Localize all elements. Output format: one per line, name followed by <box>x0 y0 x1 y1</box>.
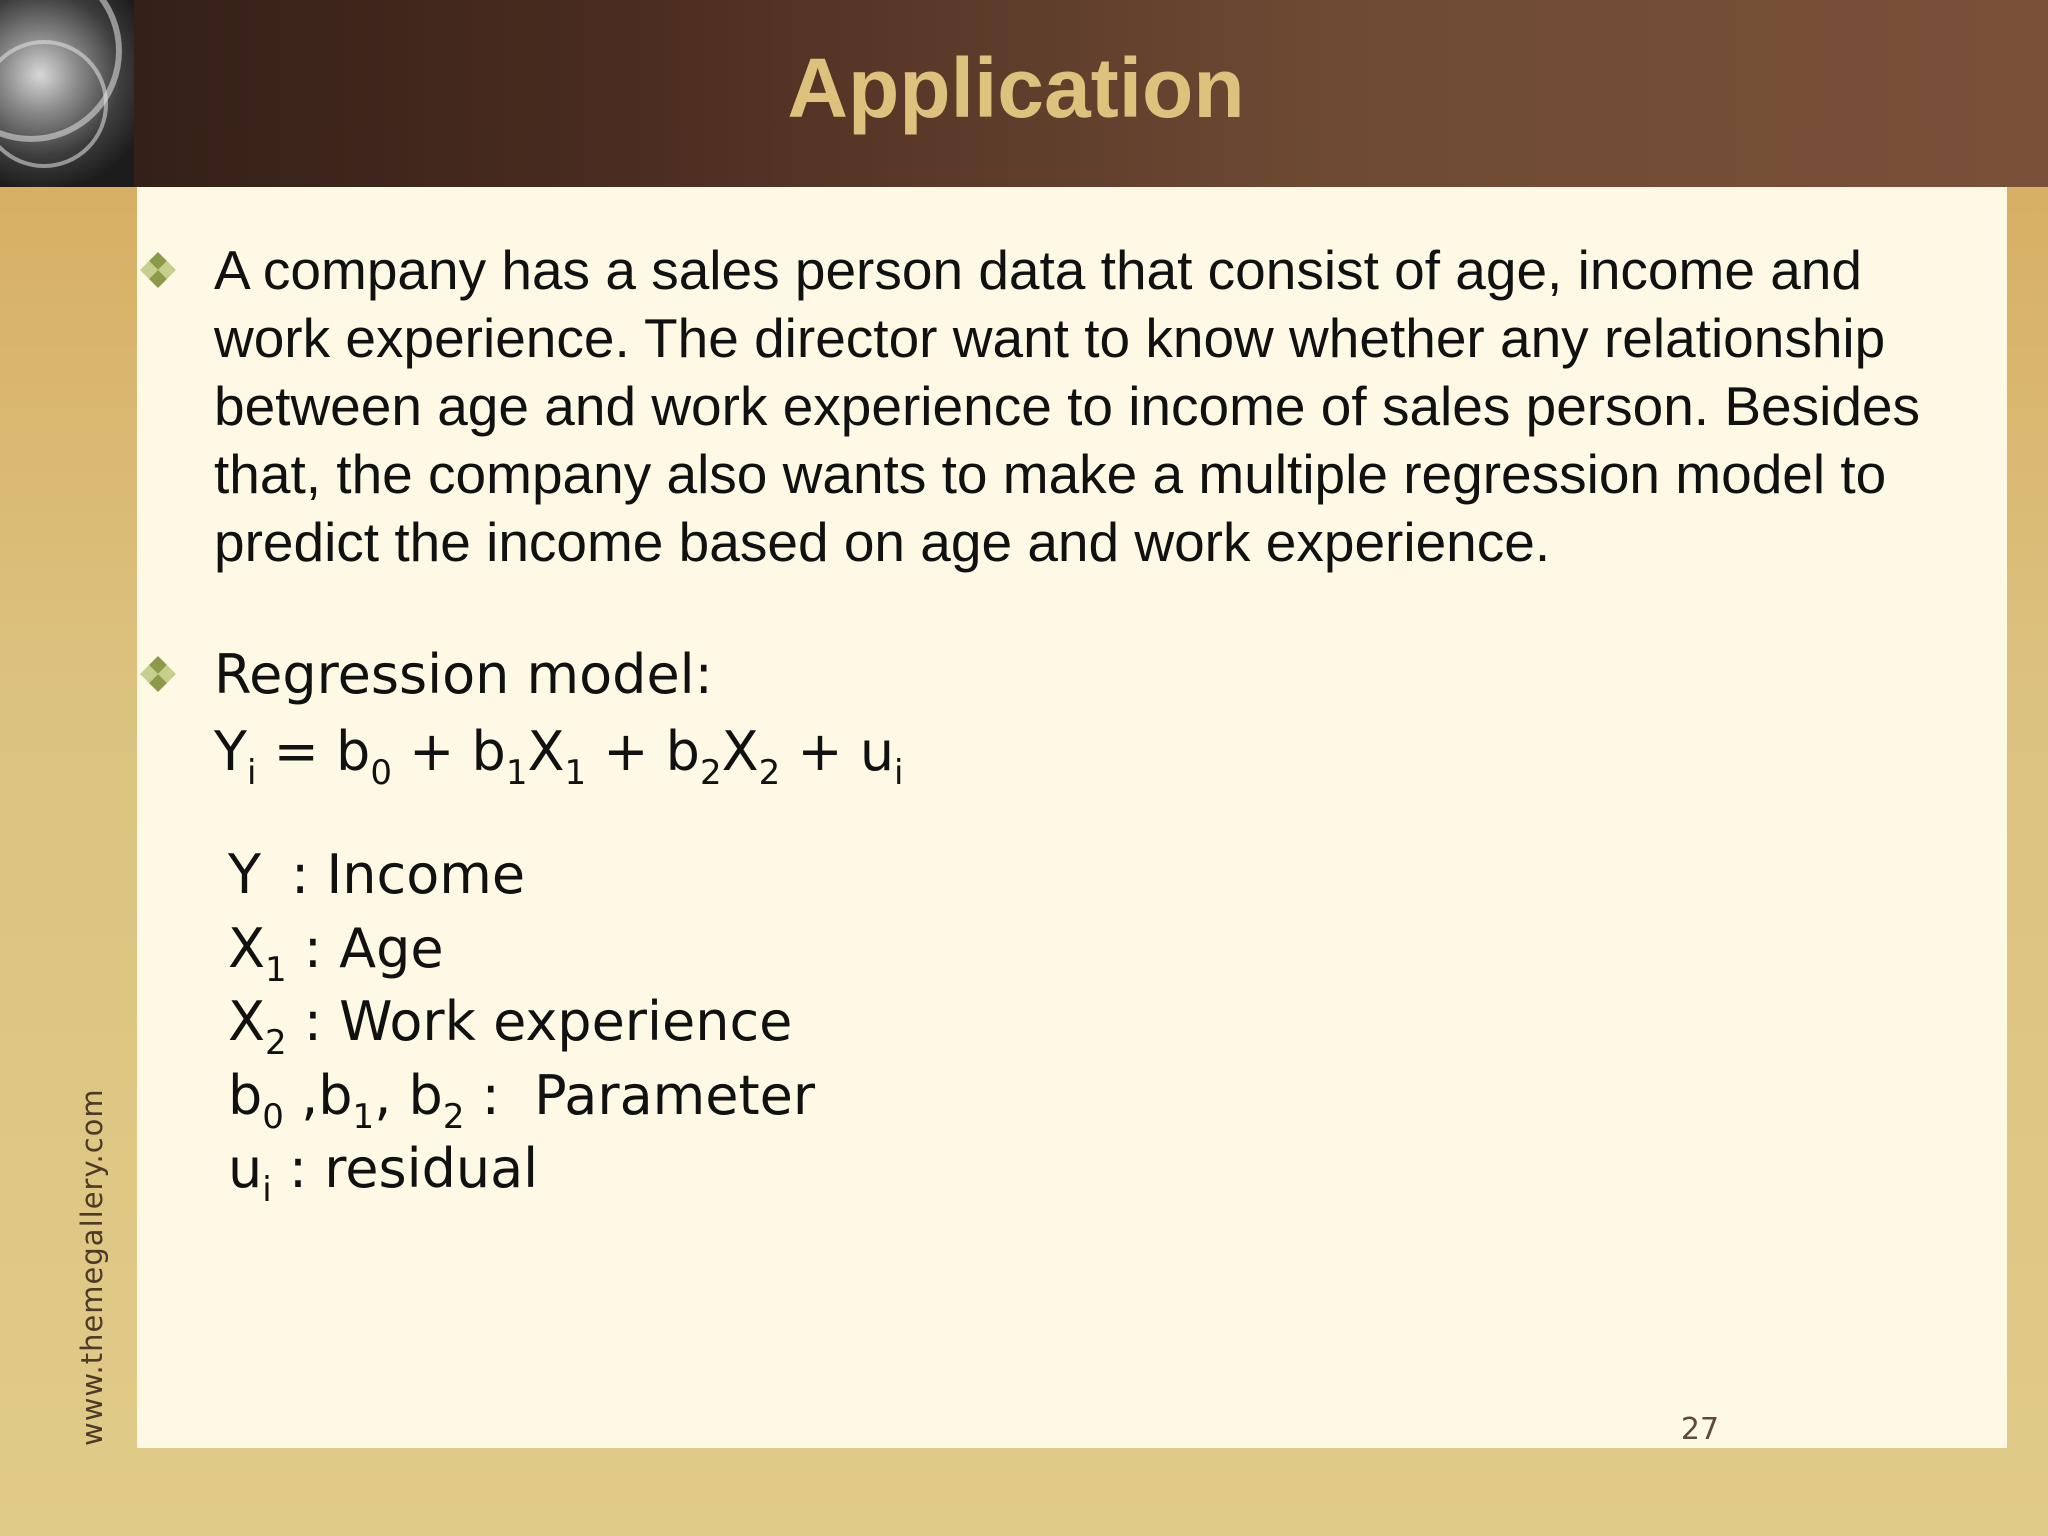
eq-b2-subscript: 2 <box>699 753 722 793</box>
diamond-bullet-icon <box>138 250 178 290</box>
def-b2: b <box>408 1063 443 1127</box>
def-symbol: u <box>228 1137 263 1200</box>
def-subscript: 1 <box>265 949 287 990</box>
def-text: : residual <box>271 1137 539 1200</box>
corner-photo <box>0 0 134 187</box>
eq-y: Y <box>214 720 247 783</box>
def-symbol: X <box>228 990 265 1053</box>
def-b1-subscript: 1 <box>352 1096 375 1137</box>
def-b0: b <box>228 1063 263 1127</box>
regression-equation <box>214 712 904 792</box>
eq-b1-subscript: 1 <box>505 753 528 793</box>
regression-model-label: Regression model: <box>214 643 713 706</box>
eq-x2-subscript: 2 <box>758 753 781 793</box>
description-paragraph: A company has a sales person data that consist of age, income and work experience. The director want to know whether any relationship between age and work experience to income of sales person. Besides that, the company also wants to make a multiple regression model to predict the income based on age and work experience. <box>214 239 1921 573</box>
eq-x1-subscript: 1 <box>564 753 587 793</box>
eq-b0-subscript: 0 <box>370 753 392 793</box>
eq-u-subscript: i <box>894 753 904 793</box>
def-subscript: i <box>262 1170 272 1210</box>
eq-y-subscript: i <box>247 753 257 793</box>
def-text: : Age <box>286 916 444 980</box>
diamond-bullet-icon <box>138 654 178 694</box>
eq-equals: = <box>256 720 337 783</box>
eq-b1: b <box>471 720 506 783</box>
eq-u: u <box>859 720 895 783</box>
definition-u <box>228 1132 815 1210</box>
def-symbol: Y <box>228 843 261 906</box>
def-sep: , <box>283 1063 319 1127</box>
eq-plus: + <box>780 720 860 783</box>
eq-b2: b <box>665 720 700 783</box>
website-watermark: www.themegallery.com <box>75 1088 109 1446</box>
variable-definitions <box>228 838 816 1210</box>
def-text: : Income <box>291 843 526 906</box>
def-b2-subscript: 2 <box>442 1096 465 1137</box>
eq-x1: X <box>527 720 565 783</box>
page-number: 27 <box>1680 1412 1720 1447</box>
def-text: : Work experience <box>286 990 793 1053</box>
def-text: : Parameter <box>464 1063 816 1127</box>
def-sep: , <box>374 1063 409 1127</box>
def-subscript: 2 <box>265 1023 287 1063</box>
definition-x1 <box>228 912 815 990</box>
eq-plus: + <box>391 720 472 783</box>
definition-parameters <box>228 1059 816 1137</box>
eq-plus: + <box>586 720 666 783</box>
def-b0-subscript: 0 <box>262 1096 284 1137</box>
definition-y <box>228 838 815 912</box>
eq-b0: b <box>336 720 371 783</box>
definition-x2 <box>228 985 815 1063</box>
def-symbol: X <box>228 916 265 980</box>
eq-x2: X <box>721 720 759 783</box>
def-b1: b <box>318 1063 353 1127</box>
slide-title: Application <box>787 41 1245 135</box>
